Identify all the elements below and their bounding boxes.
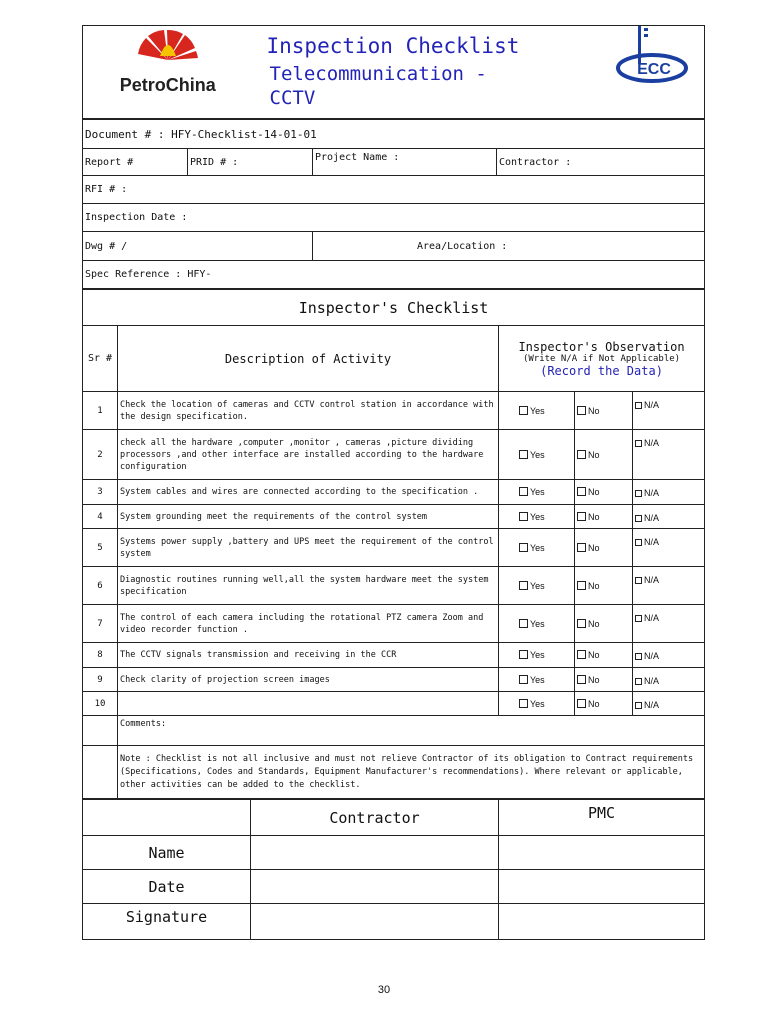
no-checkbox[interactable]: No	[575, 692, 633, 716]
pmc-column-header: PMC	[499, 800, 705, 836]
svg-text:ECC: ECC	[637, 61, 672, 78]
row-description: System grounding meet the requirements of the control system	[118, 505, 499, 529]
checkbox-icon	[519, 581, 528, 590]
checkbox-icon	[519, 675, 528, 684]
yes-checkbox[interactable]: Yes	[499, 529, 575, 567]
comments-blank	[83, 716, 118, 746]
na-checkbox[interactable]: N/A	[633, 567, 705, 605]
checklist-row	[83, 480, 705, 505]
row-description: System cables and wires are connected according to the specification .	[118, 480, 499, 505]
project-name-field: Project Name :	[313, 149, 497, 176]
yes-checkbox[interactable]: Yes	[499, 567, 575, 605]
comments-field[interactable]: Comments:	[118, 716, 705, 746]
yes-checkbox[interactable]: Yes	[499, 392, 575, 430]
row-sr: 9	[83, 668, 118, 692]
rfi-field: RFI # :	[83, 176, 705, 204]
na-checkbox[interactable]: N/A	[633, 430, 705, 480]
contractor-name-field[interactable]	[251, 836, 499, 870]
checkbox-icon	[577, 675, 586, 684]
header-table	[82, 25, 705, 119]
checkbox-icon	[519, 543, 528, 552]
no-checkbox[interactable]: No	[575, 605, 633, 643]
checkbox-icon	[519, 512, 528, 521]
checkbox-icon	[635, 402, 642, 409]
row-description: Check the location of cameras and CCTV control station in accordance with the design specification.	[118, 392, 499, 430]
petrochina-logo-cell	[83, 26, 253, 119]
checklist-row	[83, 605, 705, 643]
contractor-date-field[interactable]	[251, 870, 499, 904]
observation-title: Inspector's Observation	[518, 339, 685, 354]
checkbox-icon	[577, 619, 586, 628]
checkbox-icon	[519, 406, 528, 415]
yes-checkbox[interactable]: Yes	[499, 505, 575, 529]
checklist-row	[83, 668, 705, 692]
checkbox-icon	[577, 512, 586, 521]
description-header: Description of Activity	[118, 326, 499, 392]
na-checkbox[interactable]: N/A	[633, 505, 705, 529]
row-description: The control of each camera including the rotational PTZ camera Zoom and video recorder function .	[118, 605, 499, 643]
checkbox-icon	[635, 490, 642, 497]
row-sr: 10	[83, 692, 118, 716]
subtitle-line1: Telecommunication -	[269, 63, 487, 85]
no-checkbox[interactable]: No	[575, 392, 633, 430]
checklist-row	[83, 430, 705, 480]
na-checkbox[interactable]: N/A	[633, 692, 705, 716]
checklist-section-title: Inspector's Checklist	[83, 290, 705, 326]
contractor-signature-field[interactable]	[251, 904, 499, 940]
checkbox-icon	[519, 699, 528, 708]
document-number: Document # : HFY-Checklist-14-01-01	[83, 120, 705, 149]
checkbox-icon	[635, 539, 642, 546]
pmc-signature-field[interactable]	[499, 904, 705, 940]
checkbox-icon	[635, 440, 642, 447]
row-description: Systems power supply ,battery and UPS meet the requirement of the control system	[118, 529, 499, 567]
prid-field: PRID # :	[188, 149, 313, 176]
checkbox-icon	[635, 577, 642, 584]
pmc-date-field[interactable]	[499, 870, 705, 904]
checkbox-icon	[519, 650, 528, 659]
row-sr: 6	[83, 567, 118, 605]
na-checkbox[interactable]: N/A	[633, 605, 705, 643]
dwg-field: Dwg # /	[83, 232, 313, 261]
yes-checkbox[interactable]: Yes	[499, 430, 575, 480]
yes-checkbox[interactable]: Yes	[499, 668, 575, 692]
spec-reference-field: Spec Reference : HFY-	[83, 261, 705, 289]
observation-header	[499, 326, 705, 392]
na-checkbox[interactable]: N/A	[633, 392, 705, 430]
row-description: Check clarity of projection screen images	[118, 668, 499, 692]
page-title: Inspection Checklist	[266, 34, 520, 58]
no-checkbox[interactable]: No	[575, 505, 633, 529]
signoff-blank	[83, 800, 251, 836]
checklist-row	[83, 392, 705, 430]
page-number: 30	[377, 984, 391, 996]
yes-checkbox[interactable]: Yes	[499, 480, 575, 505]
checkbox-icon	[577, 699, 586, 708]
checkbox-icon	[577, 581, 586, 590]
no-checkbox[interactable]: No	[575, 430, 633, 480]
row-sr: 2	[83, 430, 118, 480]
contractor-column-header: Contractor	[251, 800, 499, 836]
na-checkbox[interactable]: N/A	[633, 643, 705, 668]
row-sr: 8	[83, 643, 118, 668]
report-field: Report #	[83, 149, 188, 176]
name-label: Name	[83, 836, 251, 870]
checkbox-icon	[577, 487, 586, 496]
checklist-row	[83, 692, 705, 716]
checkbox-icon	[577, 543, 586, 552]
company-name: PetroChina	[119, 75, 216, 95]
na-checkbox[interactable]: N/A	[633, 529, 705, 567]
title-cell	[253, 26, 601, 119]
row-description: check all the hardware ,computer ,monitor , cameras ,picture dividing processors ,and other interface are installed according to the hardware configuration	[118, 430, 499, 480]
row-description: Diagnostic routines running well,all the system hardware meet the system specification	[118, 567, 499, 605]
checkbox-icon	[577, 406, 586, 415]
checkbox-icon	[635, 702, 642, 709]
row-description: The CCTV signals transmission and receiving in the CCR	[118, 643, 499, 668]
contractor-field: Contractor :	[497, 149, 705, 176]
na-checkbox[interactable]: N/A	[633, 480, 705, 505]
checkbox-icon	[519, 487, 528, 496]
observation-record: (Record the Data)	[540, 363, 663, 378]
note-text: Note : Checklist is not all inclusive and must not relieve Contractor of its obligation to Contract requirements (Specifications, Codes and Standards, Equipment Manufacturer's recommendations). Where relevant or applicable, other activities can be added to the checklist.	[118, 746, 705, 799]
date-label: Date	[83, 870, 251, 904]
sr-header: Sr #	[83, 326, 118, 392]
checkbox-icon	[577, 650, 586, 659]
checkbox-icon	[635, 653, 642, 660]
inspection-date-field: Inspection Date :	[83, 204, 705, 232]
row-sr: 4	[83, 505, 118, 529]
no-checkbox[interactable]: No	[575, 567, 633, 605]
checklist-rows	[83, 392, 705, 716]
row-sr: 7	[83, 605, 118, 643]
no-checkbox[interactable]: No	[575, 668, 633, 692]
checklist-document	[82, 25, 704, 940]
checklist-row	[83, 505, 705, 529]
checklist-row	[83, 567, 705, 605]
checklist-table	[82, 289, 705, 799]
row-sr: 1	[83, 392, 118, 430]
row-sr: 5	[83, 529, 118, 567]
yes-checkbox[interactable]: Yes	[499, 692, 575, 716]
ecc-logo-cell	[601, 26, 705, 119]
na-checkbox[interactable]: N/A	[633, 668, 705, 692]
checkbox-icon	[519, 619, 528, 628]
yes-checkbox[interactable]: Yes	[499, 605, 575, 643]
subtitle-line2: CCTV	[269, 87, 316, 109]
row-sr: 3	[83, 480, 118, 505]
checklist-row	[83, 643, 705, 668]
checkbox-icon	[635, 678, 642, 685]
signature-label: Signature	[83, 904, 251, 940]
meta-table	[82, 119, 705, 289]
checkbox-icon	[635, 515, 642, 522]
checkbox-icon	[577, 450, 586, 459]
no-checkbox[interactable]: No	[575, 529, 633, 567]
row-description	[118, 692, 499, 716]
no-checkbox[interactable]: No	[575, 480, 633, 505]
note-blank	[83, 746, 118, 799]
petrochina-logo-icon	[123, 30, 213, 70]
no-checkbox[interactable]: No	[575, 643, 633, 668]
checklist-row	[83, 529, 705, 567]
checkbox-icon	[635, 615, 642, 622]
pmc-name-field[interactable]	[499, 836, 705, 870]
checkbox-icon	[519, 450, 528, 459]
yes-checkbox[interactable]: Yes	[499, 643, 575, 668]
observation-subtitle: (Write N/A if Not Applicable)	[522, 353, 681, 364]
area-location-field: Area/Location :	[313, 232, 705, 261]
signoff-table	[82, 799, 705, 940]
ecc-logo-icon	[614, 26, 690, 86]
